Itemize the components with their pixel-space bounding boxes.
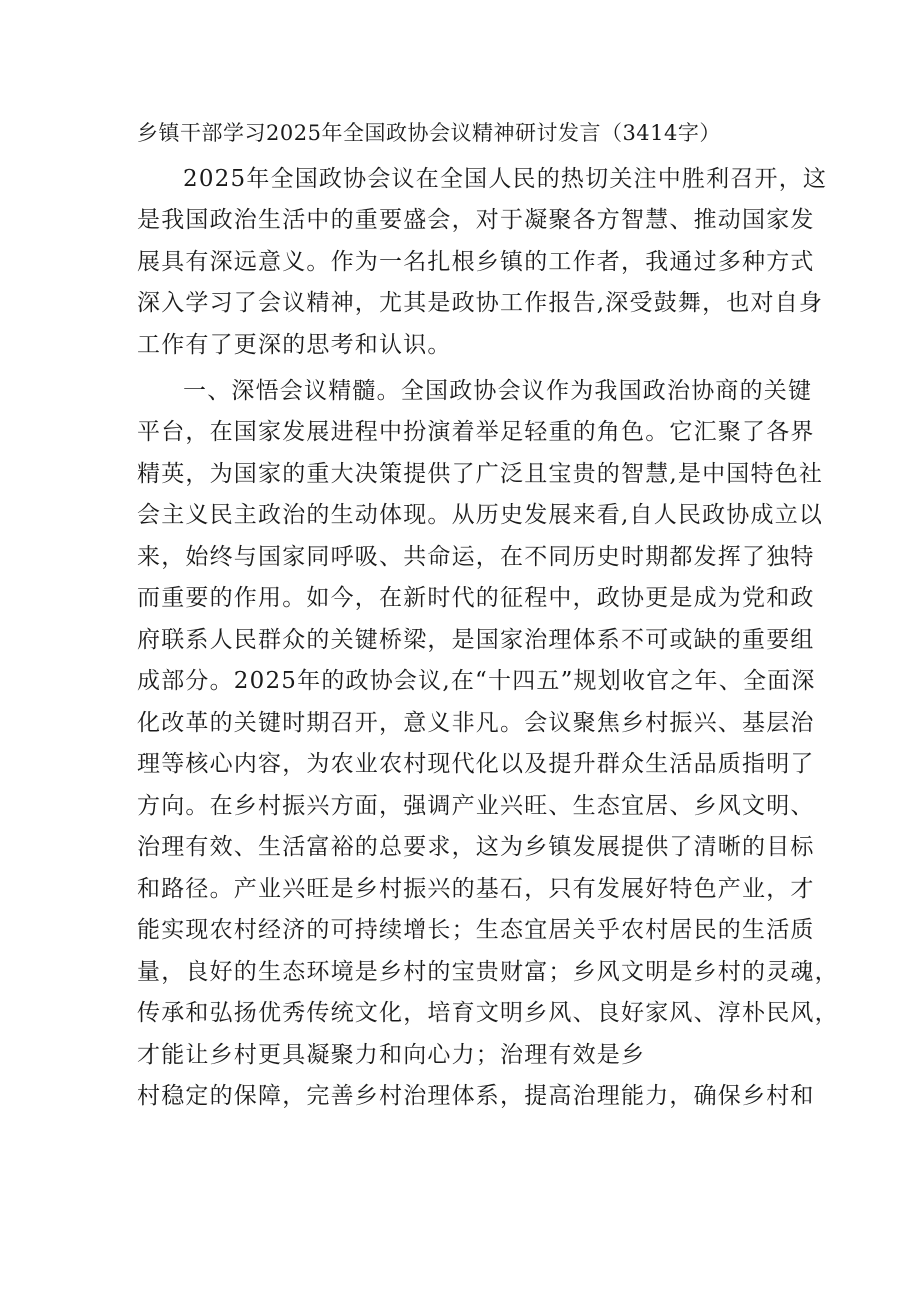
- paragraph-line: 展具有深远意义。作为一名扎根乡镇的工作者，我通过多种方式: [137, 249, 815, 275]
- document-title: 乡镇干部学习2025年全国政协会议精神研讨发言（3414字）: [137, 121, 721, 145]
- paragraph-line: 能实现农村经济的可持续增长；生态宜居关乎农村居民的生活质: [137, 917, 815, 943]
- paragraph-line: 成部分。2025年的政协会议,在“十四五”规划收官之年、全面深: [137, 668, 816, 694]
- paragraph-line: 深入学习了会议精神，尤其是政协工作报告,深受鼓舞，也对自身: [137, 290, 824, 316]
- paragraph-line: 工作有了更深的思考和认识。: [137, 332, 452, 358]
- paragraph-line: 一、深悟会议精髓。全国政协会议作为我国政治协商的关键: [183, 378, 813, 404]
- paragraph-line: 精英，为国家的重大决策提供了广泛且宝贵的智慧,是中国特色社: [137, 461, 824, 487]
- paragraph-line: 是我国政治生活中的重要盛会，对于凝聚各方智慧、推动国家发: [137, 207, 815, 233]
- paragraph-line: 量，良好的生态环境是乡村的宝贵财富；乡风文明是乡村的灵魂，: [137, 959, 839, 985]
- paragraph-line: 理等核心内容，为农业农村现代化以及提升群众生活品质指明了: [137, 751, 815, 777]
- paragraph-line: 会主义民主政治的生动体现。从历史发展来看,自人民政协成立以: [137, 502, 824, 528]
- paragraph-line: 方向。在乡村振兴方面，强调产业兴旺、生态宜居、乡风文明、: [137, 793, 815, 819]
- paragraph-line: 府联系人民群众的关键桥梁，是国家治理体系不可或缺的重要组: [137, 627, 815, 653]
- paragraph-line: 2025年全国政协会议在全国人民的热切关注中胜利召开，这: [183, 166, 828, 192]
- paragraph-line: 治理有效、生活富裕的总要求，这为乡镇发展提供了清晰的目标: [137, 834, 815, 860]
- paragraph-line: 化改革的关键时期召开，意义非凡。会议聚焦乡村振兴、基层治: [137, 710, 815, 736]
- paragraph-line: 才能让乡村更具凝聚力和向心力；治理有效是乡: [137, 1042, 646, 1068]
- paragraph-line: 和路径。产业兴旺是乡村振兴的基石，只有发展好特色产业，才: [137, 876, 815, 902]
- paragraph-line: 而重要的作用。如今，在新时代的征程中，政协更是成为党和政: [137, 585, 815, 611]
- paragraph-line: 村稳定的保障，完善乡村治理体系，提高治理能力，确保乡村和: [137, 1083, 815, 1109]
- paragraph-line: 传承和弘扬优秀传统文化，培育文明乡风、良好家风、淳朴民风，: [137, 1000, 839, 1026]
- paragraph-line: 来，始终与国家同呼吸、共命运，在不同历史时期都发挥了独特: [137, 544, 815, 570]
- paragraph-line: 平台，在国家发展进程中扮演着举足轻重的角色。它汇聚了各界: [137, 419, 815, 445]
